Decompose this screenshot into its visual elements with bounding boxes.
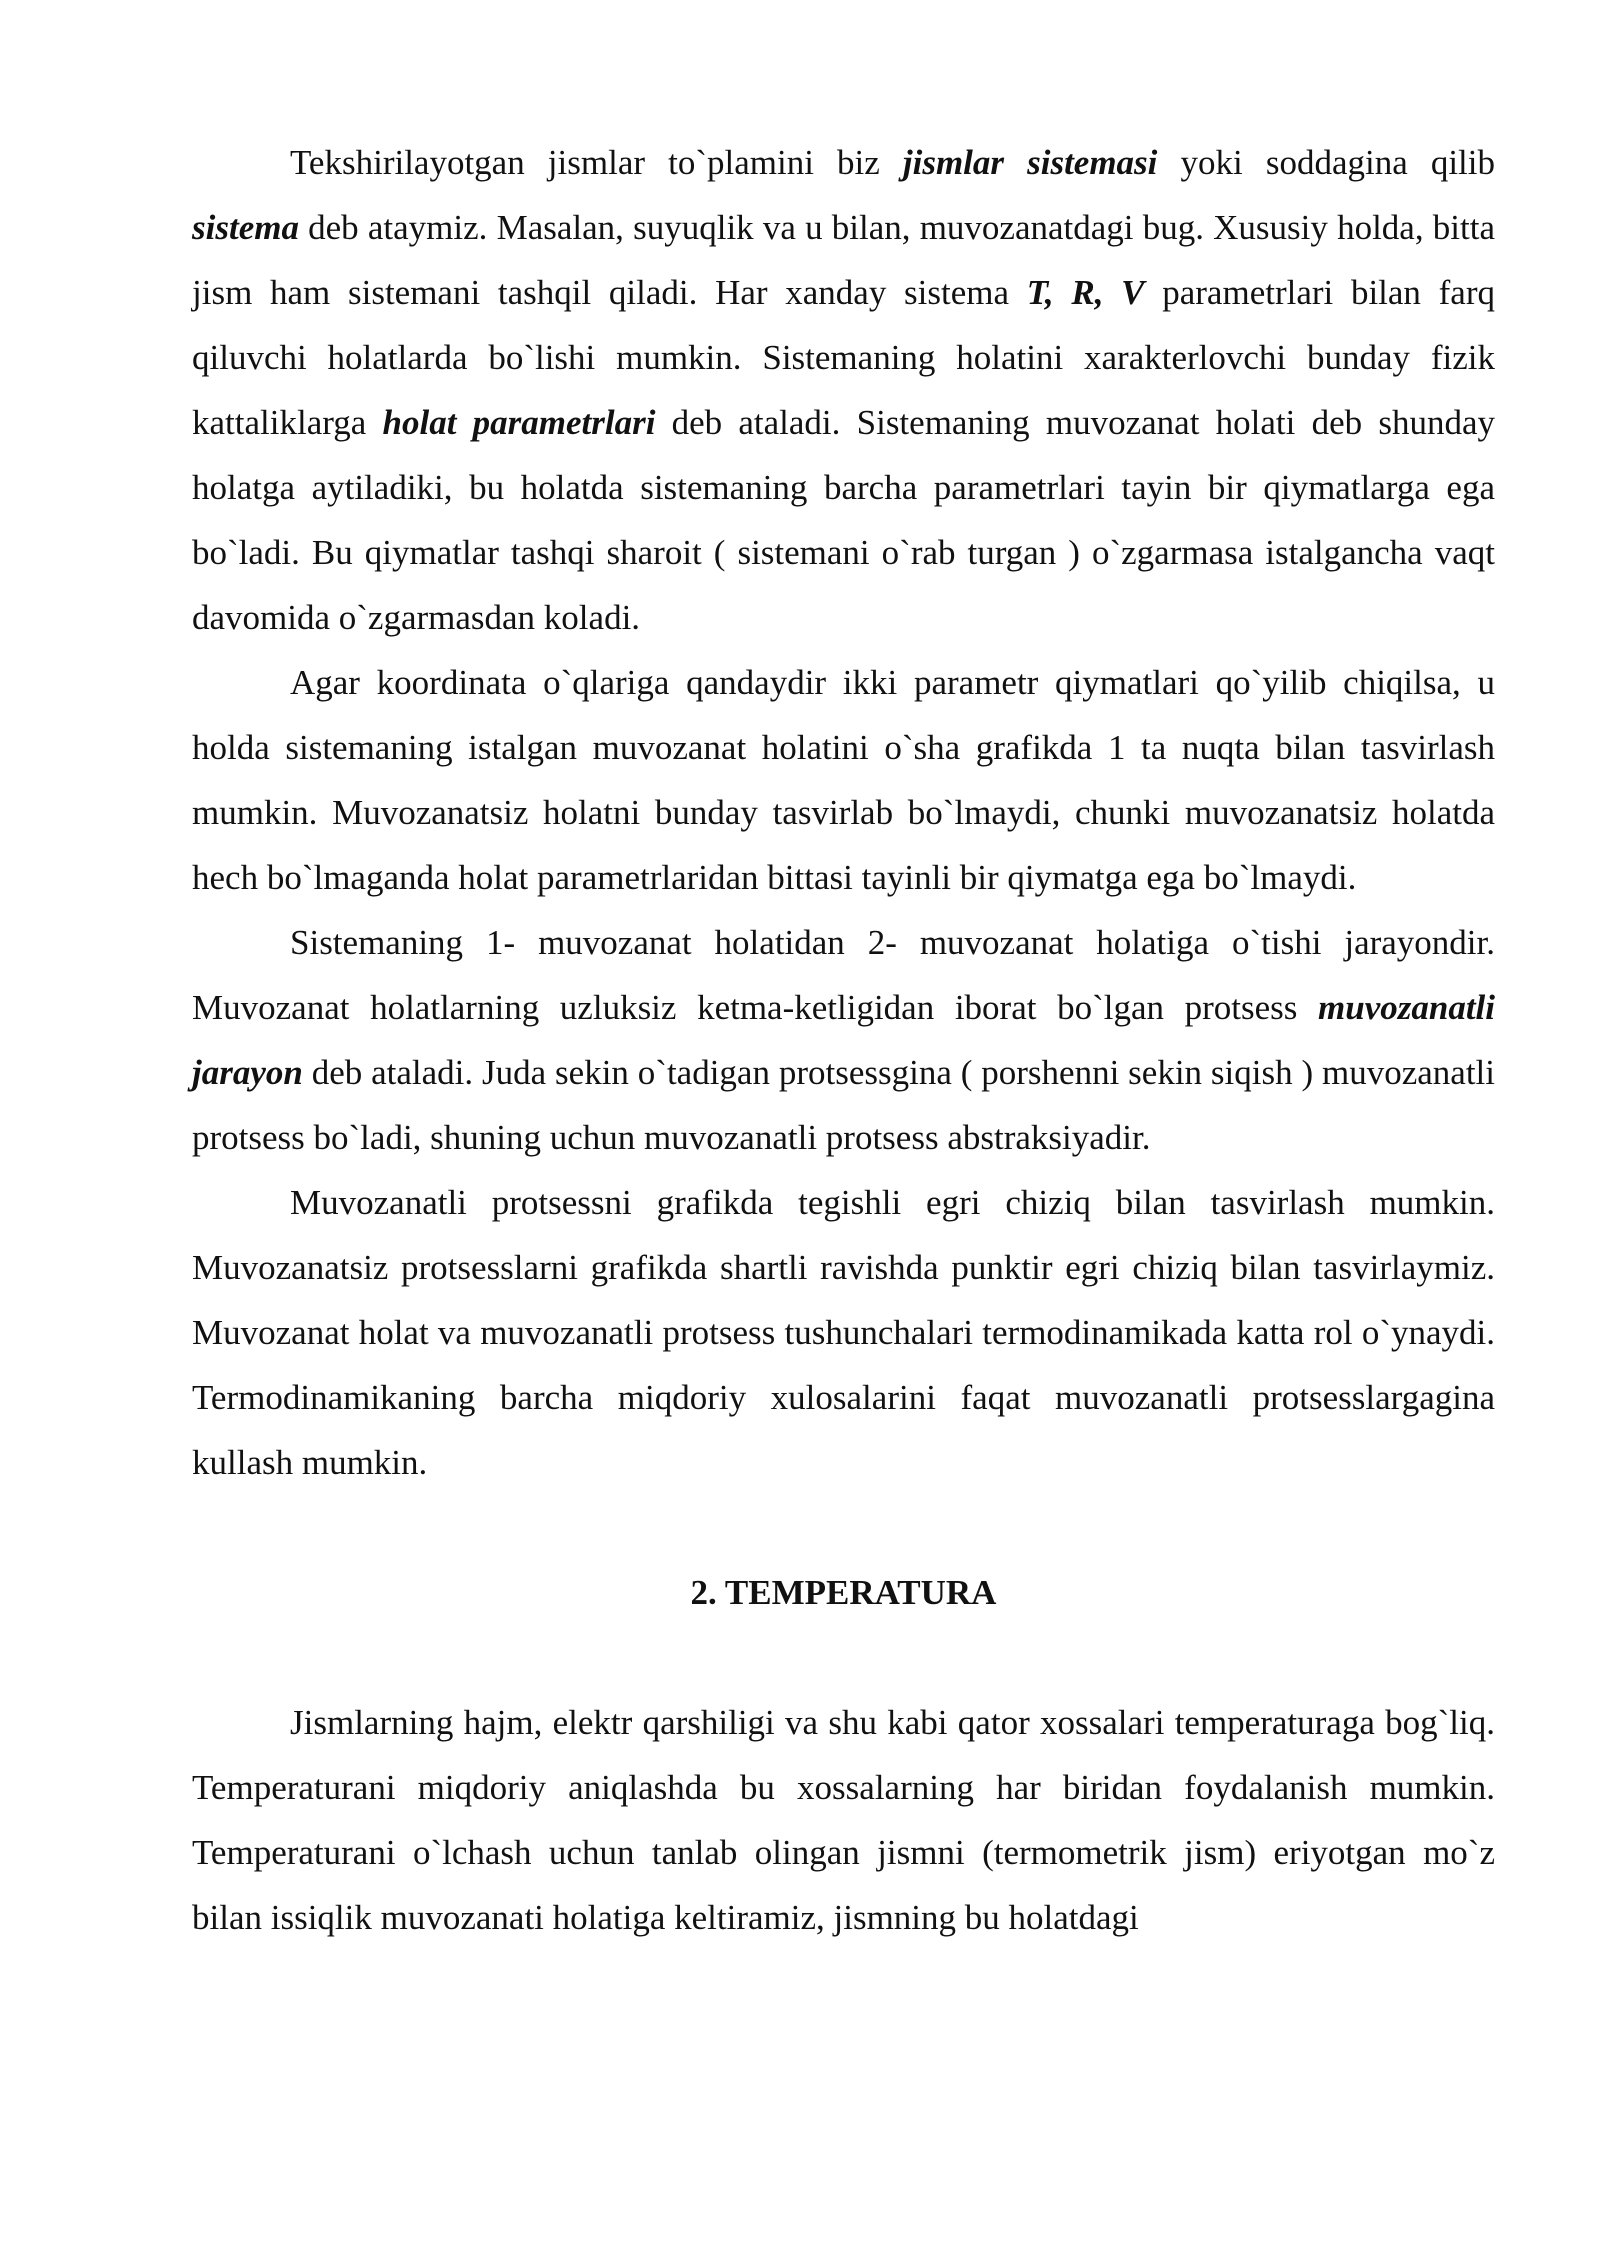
section-heading: 2. TEMPERATURA <box>690 1573 997 1612</box>
paragraph-4 <box>192 1170 1495 1495</box>
text-run: Tekshirilayotgan jismlar to`plamini biz <box>290 143 903 182</box>
term-sistema: sistema <box>192 208 299 247</box>
text-run: Sistemaning 1- muvozanat holatidan 2- muvozanat holatiga o`tishi jarayondir. Muvozanat holatlarning uzluksiz ketma-ketligidan iborat bo`lgan protsess <box>192 923 1495 1027</box>
paragraph-1 <box>192 130 1495 650</box>
text-run: deb ataymiz. Masalan, suyuqlik va u bilan, muvozanatdagi bug. Xususiy holda, bitta jism ham sistemani tashqil qiladi. Har xanday sistema <box>192 208 1495 312</box>
term-jismlar-sistemasi: jismlar sistemasi <box>902 143 1158 182</box>
text-run: Jismlarning hajm, elektr qarshiligi va shu kabi qator xossalari temperaturaga bog`liq. Temperaturani miqdoriy aniqlashda bu xossalarning har biridan foydalanish mumkin. Temperaturani o`lchash uchun tanlab olingan jismni (termometrik jism) eriyotgan mo`z bilan issiqlik muvozanati holatiga keltiramiz, jismning bu holatdagi <box>192 1703 1495 1937</box>
text-run: yoki soddagina qilib <box>1157 143 1495 182</box>
term-trv: T, R, V <box>1026 273 1145 312</box>
document-page <box>192 130 1495 1950</box>
term-holat-parametrlari: holat parametrlari <box>382 403 656 442</box>
paragraph-3 <box>192 910 1495 1170</box>
paragraph-2 <box>192 650 1495 910</box>
text-run: parametrlari bilan farq qiluvchi holatlarda bo`lishi mumkin. Sistemaning holatini xarakterlovchi bunday fizik kattaliklarga <box>192 273 1495 442</box>
paragraph-5 <box>192 1690 1495 1950</box>
text-run: deb ataladi. Sistemaning muvozanat holati deb shunday holatga aytiladiki, bu holatda sistemaning barcha parametrlari tayin bir qiymatlarga ega bo`ladi. Bu qiymatlar tashqi sharoit ( sistemani o`rab turgan ) o`zgarmasa istalgancha vaqt davomida o`zgarmasdan koladi. <box>192 403 1495 637</box>
text-run: Agar koordinata o`qlariga qandaydir ikki parametr qiymatlari qo`yilib chiqilsa, u holda sistemaning istalgan muvozanat holatini o`sha grafikda 1 ta nuqta bilan tasvirlash mumkin. Muvozanatsiz holatni bunday tasvirlab bo`lmaydi, chunki muvozanatsiz holatda hech bo`lmaganda holat parametrlaridan bittasi tayinli bir qiymatga ega bo`lmaydi. <box>192 663 1495 897</box>
term-muvozanatli-jarayon: muvozanatli jarayon <box>192 988 1495 1092</box>
text-run: Muvozanatli protsessni grafikda tegishli egri chiziq bilan tasvirlash mumkin. Muvozanatsiz protsesslarni grafikda shartli ravishda punktir egri chiziq bilan tasvirlaymiz. Muvozanat holat va muvozanatli protsess tushunchalari termodinamikada katta rol o`ynaydi. Termodinamikaning barcha miqdoriy xulosalarini faqat muvozanatli protsesslargagina kullash mumkin. <box>192 1183 1495 1482</box>
text-run: deb ataladi. Juda sekin o`tadigan protsessgina ( porshenni sekin siqish ) muvozanatli protsess bo`ladi, shuning uchun muvozanatli protsess abstraksiyadir. <box>192 1053 1495 1157</box>
